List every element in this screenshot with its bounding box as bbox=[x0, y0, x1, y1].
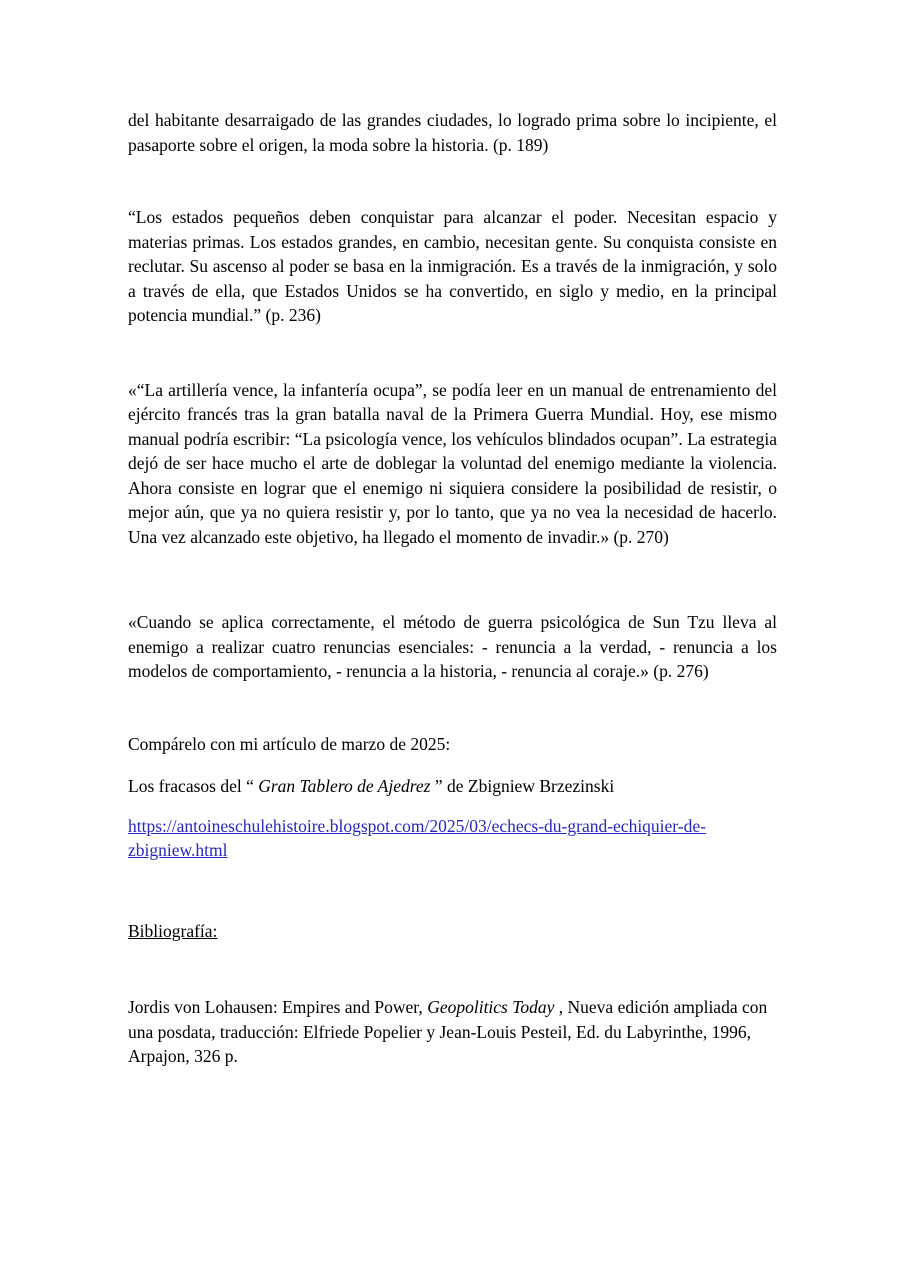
quote-paragraph-4: «Cuando se aplica correctamente, el método de guerra psicológica de Sun Tzu lleva al enemigo a realizar cuatro renuncias esenciales: - renuncia a la verdad, - renuncia a los modelos de comportamiento, - renuncia a la historia, - renuncia al coraje.» (p. 276) bbox=[128, 612, 777, 681]
compare-intro-text: Compárelo con mi artículo de marzo de 2025: bbox=[128, 733, 451, 754]
bibliography-entry-suffix: , Nueva edición ampliada con una posdata, traducción: Elfriede Popelier y Jean-Louis Pesteil, Ed. du Labyrinthe, 1996, Arpajon, 326 p. bbox=[128, 997, 768, 1066]
article-link-line bbox=[128, 814, 777, 863]
quote-paragraph-2: “Los estados pequeños deben conquistar para alcanzar el poder. Necesitan espacio y materias primas. Los estados grandes, en cambio, necesitan gente. Su conquista consiste en reclutar. Su ascenso al poder se basa en la inmigración. Es a través de la inmigración, y solo a través de ella, que Estados Unidos se ha convertido, en siglo y medio, en la principal potencia mundial.” (p. 236) bbox=[128, 207, 777, 325]
article-title-italic: Gran Tablero de Ajedrez bbox=[258, 776, 431, 796]
article-title-line bbox=[128, 774, 777, 799]
bibliography-entry-italic: Geopolitics Today bbox=[427, 997, 555, 1017]
bibliography-entry-prefix: Jordis von Lohausen: Empires and Power, bbox=[128, 997, 428, 1017]
quote-paragraph-3: «“La artillería vence, la infantería ocupa”, se podía leer en un manual de entrenamiento del ejército francés tras la gran batalla naval de la Primera Guerra Mundial. Hoy, ese mismo manual podría escribir: “La psicología vence, los vehículos blindados ocupan”. La estrategia dejó de ser hace mucho el arte de doblegar la voluntad del enemigo mediante la violencia. Ahora consiste en lograr que el enemigo ni siquiera considere la posibilidad de resistir, o mejor aún, que ya no quiera resistir y, por lo tanto, que ya no vea la necesidad de hacerlo. Una vez alcanzado este objetivo, ha llegado el momento de invadir.» (p. 270) bbox=[128, 379, 777, 547]
bibliography-entry bbox=[128, 995, 777, 1069]
quote-paragraph-1: del habitante desarraigado de las grandes ciudades, lo logrado prima sobre lo incipiente, el pasaporte sobre el origen, la moda sobre la historia. (p. 189) bbox=[128, 110, 777, 155]
article-title-prefix: Los fracasos del “ bbox=[128, 776, 259, 796]
bibliography-heading-line bbox=[128, 919, 777, 944]
article-title-suffix: ” de Zbigniew Brzezinski bbox=[430, 776, 615, 796]
article-hyperlink[interactable]: https://antoineschulehistoire.blogspot.com/2025/03/echecs-du-grand-echiquier-de-zbigniew.html bbox=[128, 815, 706, 860]
bibliography-heading: Bibliografía: bbox=[128, 920, 218, 941]
